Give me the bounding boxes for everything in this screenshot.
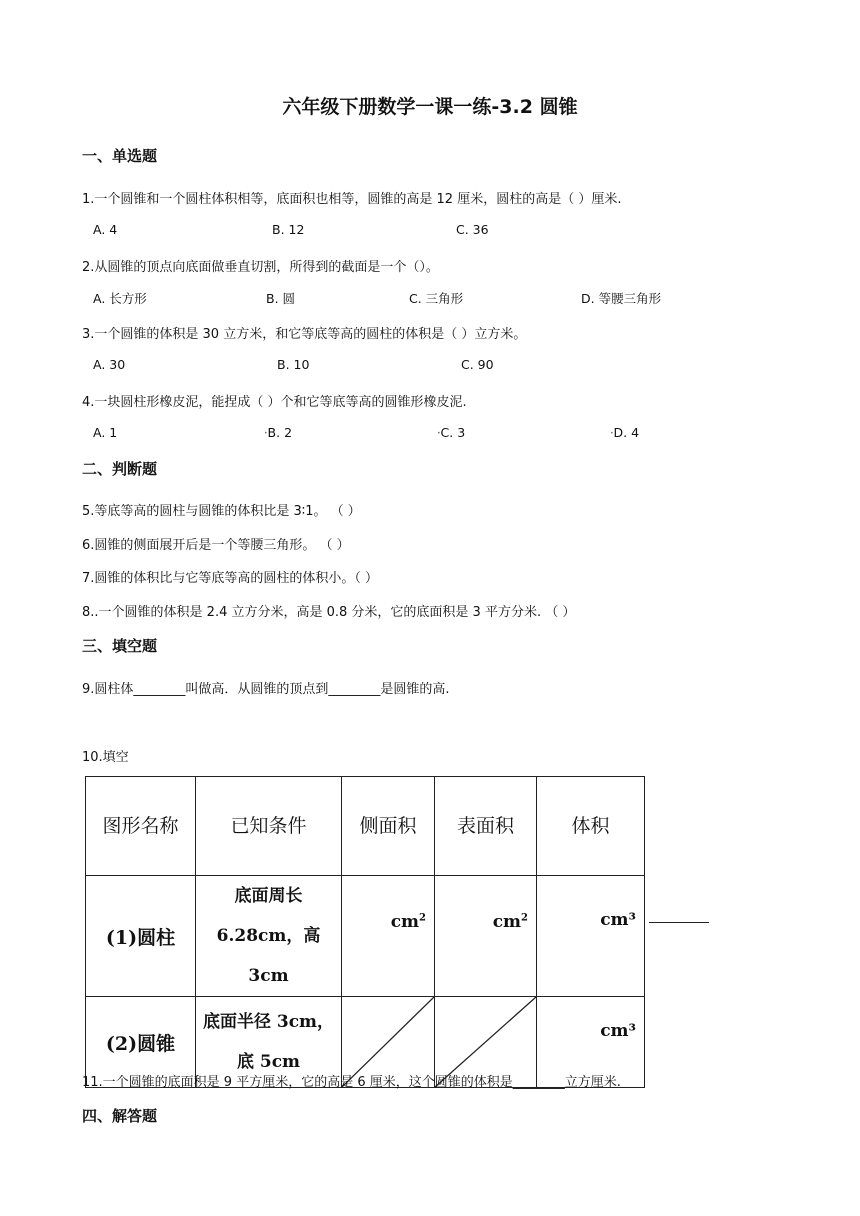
header-shape-name: 图形名称	[102, 814, 179, 837]
row2-volume-unit: cm³	[600, 1021, 636, 1041]
q1-option-a[interactable]: A. 4	[93, 222, 118, 237]
question-6: 6.圆锥的侧面展开后是一个等腰三角形。 （ ）	[82, 538, 350, 553]
header-known-conditions: 已知条件	[230, 814, 307, 837]
section-heading-fill-blank: 三、填空题	[82, 637, 158, 655]
unit-text: cm	[390, 912, 420, 932]
table-header-cell	[537, 777, 645, 876]
row1-condition-cell	[196, 876, 342, 997]
row1-lateral-cell[interactable]	[342, 876, 435, 997]
q3-option-b[interactable]: B. 10	[277, 357, 310, 372]
question-10: 10.填空	[82, 750, 129, 765]
q2-option-b[interactable]: B. 圆	[266, 291, 296, 306]
q4-option-d[interactable]	[610, 425, 639, 440]
unit-exponent: 2	[521, 912, 528, 924]
question-4: 4.一块圆柱形橡皮泥，能捏成（ ）个和它等底等高的圆锥形橡皮泥.	[82, 395, 467, 410]
question-7: 7.圆锥的体积比与它等底等高的圆柱的体积小。（ ）	[82, 571, 379, 586]
q1-option-b[interactable]: B. 12	[272, 222, 305, 237]
page-title: 六年级下册数学一课一练-3.2 圆锥	[282, 96, 578, 118]
q4-option-d-label: D. 4	[613, 425, 640, 440]
row1-name-cell	[86, 876, 196, 997]
q4-option-b-label: B. 2	[267, 425, 293, 440]
unit-exponent: 2	[419, 912, 426, 924]
question-1: 1.一个圆锥和一个圆柱体积相等，底面积也相等，圆锥的高是 12 厘米，圆柱的高是（ ）厘米.	[82, 192, 622, 207]
bullet-dot-icon: •	[437, 430, 441, 437]
question-5: 5.等底等高的圆柱与圆锥的体积比是 3∶1。 （ ）	[82, 504, 361, 519]
section-heading-answer: 四、解答题	[82, 1107, 158, 1125]
question-2: 2.从圆锥的顶点向底面做垂直切割，所得到的截面是一个（）。	[82, 260, 439, 275]
q4-option-c-label: C. 3	[440, 425, 466, 440]
row1-lateral-unit	[391, 912, 426, 932]
table-header-cell	[196, 777, 342, 876]
section-heading-true-false: 二、判断题	[82, 460, 158, 478]
header-lateral-area: 侧面积	[359, 814, 417, 837]
row1-condition-line1: 底面周长	[234, 886, 303, 906]
q2-option-a[interactable]: A. 长方形	[93, 291, 147, 306]
row1-surface-unit	[493, 912, 528, 932]
row1-volume-unit: cm³	[600, 910, 636, 930]
bullet-dot-icon: •	[264, 430, 268, 437]
q1-option-c[interactable]: C. 36	[456, 222, 489, 237]
q4-option-b[interactable]	[264, 425, 292, 440]
bullet-dot-icon: •	[610, 430, 614, 437]
unit-text: cm	[492, 912, 522, 932]
question-11: 11.一个圆锥的底面积是 9 平方厘米，它的高是 6 厘米，这个圆锥的体积是________立方厘米.	[82, 1075, 621, 1090]
table-header-cell	[342, 777, 435, 876]
row1-condition-line2: 6.28cm，高 3cm	[216, 926, 321, 986]
question-9: 9.圆柱体________叫做高．从圆锥的顶点到________是圆锥的高.	[82, 682, 450, 697]
q4-option-a[interactable]: A. 1	[93, 425, 118, 440]
table-header-cell	[86, 777, 196, 876]
question-8: 8..一个圆锥的体积是 2.4 立方分米，高是 0.8 分米，它的底面积是 3 平方分米. （ ）	[82, 605, 576, 620]
row1-volume-cell[interactable]	[537, 876, 645, 997]
header-volume: 体积	[571, 814, 610, 837]
question-3: 3.一个圆锥的体积是 30 立方米，和它等底等高的圆柱的体积是（ ）立方米。	[82, 327, 527, 342]
row2-shape-name: (2)圆锥	[105, 1032, 176, 1055]
q3-option-c[interactable]: C. 90	[461, 357, 494, 372]
row2-condition-line1: 底面半径 3cm，	[202, 1012, 335, 1032]
row2-condition-line2: 底 5cm	[236, 1052, 301, 1072]
row1-surface-cell[interactable]	[435, 876, 537, 997]
row1-shape-name: (1)圆柱	[105, 926, 176, 949]
section-heading-single-choice: 一、单选题	[82, 147, 158, 165]
header-surface-area: 表面积	[456, 814, 514, 837]
table-header-cell	[435, 777, 537, 876]
table-header-row	[86, 777, 645, 876]
q3-option-a[interactable]: A. 30	[93, 357, 126, 372]
q2-option-d[interactable]: D. 等腰三角形	[581, 291, 662, 306]
q2-option-c[interactable]: C. 三角形	[409, 291, 464, 306]
q4-option-c[interactable]	[437, 425, 465, 440]
answer-blank-line	[649, 922, 709, 923]
table-row	[86, 876, 645, 997]
fill-in-table	[85, 776, 645, 1088]
